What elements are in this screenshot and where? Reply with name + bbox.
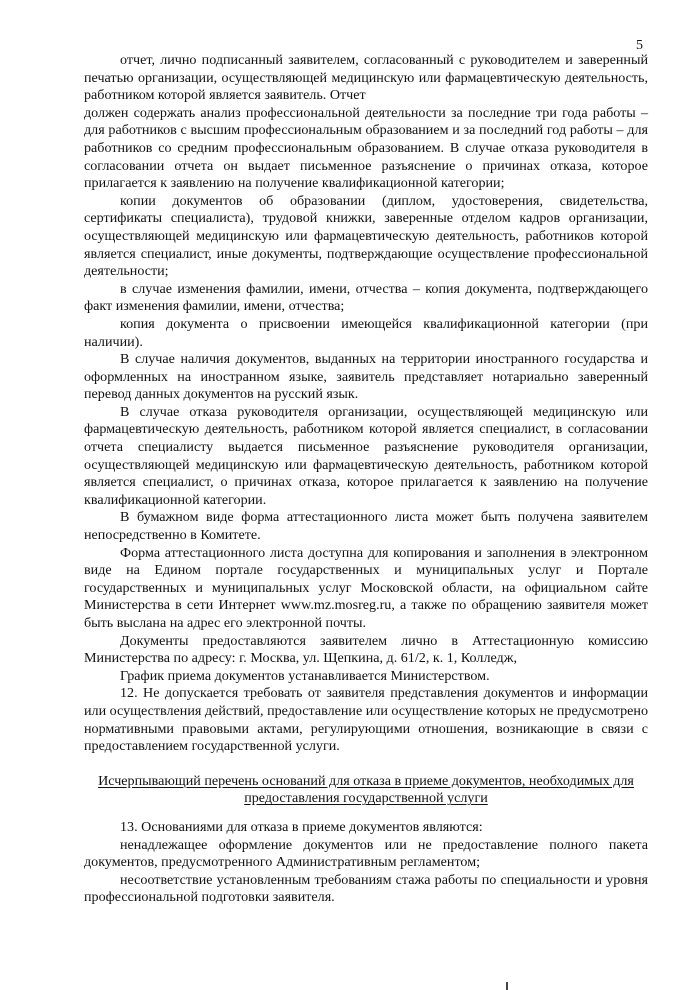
paragraph-13-item-1: ненадлежащее оформление документов или не предоставление полного пакета документов, предусмотренного Административным регламентом; (84, 836, 648, 871)
paragraph-submission-address: Документы предоставляются заявителем лично в Аттестационную комиссию Министерства по адресу: г. Москва, ул. Щепкина, д. 61/2, к. 1, Колледж, (84, 632, 648, 667)
paragraph-electronic-form: Форма аттестационного листа доступна для копирования и заполнения в электронном виде на Едином портале государственных и муниципальных услуг и Портале государственных и муниципальных услуг Московской области, на официальном сайте Министерства в сети Интернет www.mz.mosreg.ru, а также по обращению заявителя может быть выслана на адрес его электронной почты. (84, 544, 648, 631)
paragraph-paper-form: В бумажном виде форма аттестационного листа может быть получена заявителем непосредственно в Комитете. (84, 509, 648, 544)
body-text (84, 52, 648, 907)
section-heading: Исчерпывающий перечень оснований для отказа в приеме документов, необходимых для предоставления государственной услуги (98, 772, 634, 807)
paragraph-report-content: должен содержать анализ профессиональной деятельности за последние три года работы – для работников с высшим профессиональным образованием и за последний год работы – для работников со средним профессиональным образованием. В случае отказа руководителя в согласовании отчета он выдает письменное разъяснение о причинах отказа, которое прилагается к заявлению на получение квалификационной категории; (84, 104, 648, 192)
paragraph-foreign-documents: В случае наличия документов, выданных на территории иностранного государства и оформленных на иностранном языке, заявитель представляет нотариально заверенный перевод данных документов на русский язык. (84, 351, 648, 403)
paragraph-name-change: в случае изменения фамилии, имени, отчества – копия документа, подтверждающего факт изменения фамилии, имени, отчества; (84, 280, 648, 315)
paragraph-refusal-explanation: В случае отказа руководителя организации, осуществляющей медицинскую или фармацевтическую деятельность, работником которой является специалист, в согласовании отчета специалисту выдается письменное разъяснение руководителя организации, осуществляющей медицинскую или фармацевтическую деятельность, работником которой является специалист, о причинах отказа, которое прилагается к заявлению на получение квалификационной категории. (84, 403, 648, 508)
paragraph-report: отчет, лично подписанный заявителем, согласованный с руководителем и заверенный печатью организации, осуществляющей медицинскую или фармацевтическую деятельность, работником которой является заявитель. Отчет (84, 52, 648, 104)
paragraph-13: 13. Основаниями для отказа в приеме документов являются: (120, 818, 483, 835)
paragraph-schedule: График приема документов устанавливается Министерством. (120, 667, 490, 684)
scan-mark (506, 982, 508, 990)
paragraph-12: 12. Не допускается требовать от заявителя представления документов и информации или осуществления действий, предоставление или осуществление которых не предусмотрено нормативными правовыми актами, регулирующими отношения, возникающие в связи с предоставлением государственной услуги. (84, 685, 648, 755)
page-number: 5 (636, 38, 643, 53)
paragraph-13-item-2: несоответствие установленным требованиям стажа работы по специальности и уровня профессиональной подготовки заявителя. (84, 871, 648, 906)
paragraph-category-copy: копия документа о присвоении имеющейся квалификационной категории (при наличии). (84, 315, 648, 350)
paragraph-education-copies: копии документов об образовании (диплом, удостоверения, свидетельства, сертификаты специалиста), трудовой книжки, заверенные отделом кадров организации, осуществляющей медицинскую или фармацевтическую деятельность, работников которой является специалист, иные документы, подтверждающие осуществление профессиональной деятельности; (84, 192, 648, 280)
